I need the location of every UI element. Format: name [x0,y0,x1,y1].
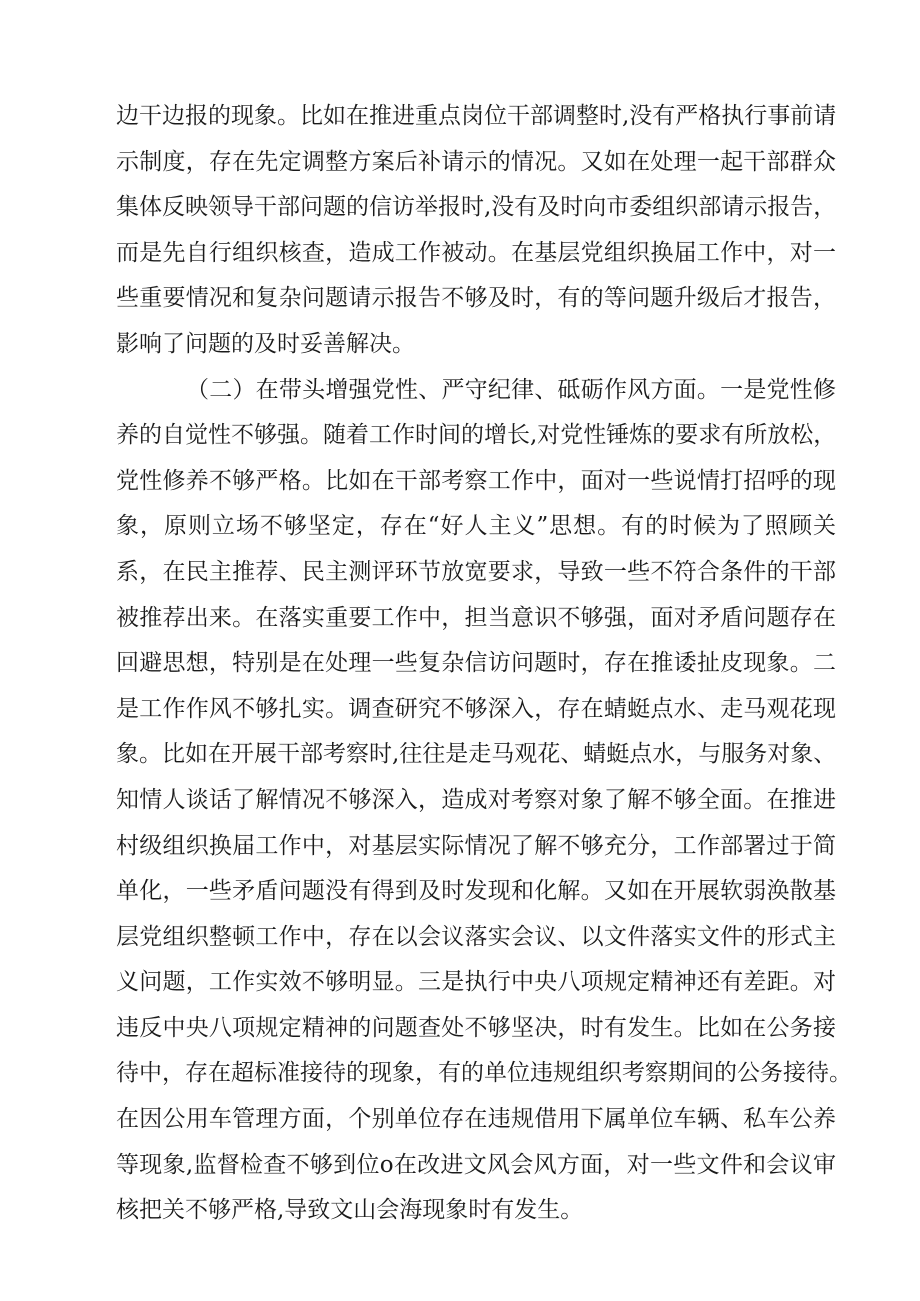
text-line: 党性修养不够严格。比如在干部考察工作中，面对一些说情打招呼的现 [116,467,836,494]
text-line: 示制度，存在先定调整方案后补请示的情况。又如在处理一起干部群众 [116,148,836,175]
text-line: 边干边报的现象。比如在推进重点岗位干部调整时,没有严格执行事前请 [116,103,837,129]
text-line: 核把关不够严格,导致文山会海现象时有发生。 [116,1197,584,1224]
text-line: 些重要情况和复杂问题请示报告不够及时，有的等问题升级后才报告， [116,285,836,312]
text-line: 等现象,监督检查不够到位o在改进文风会风方面，对一些文件和会议审 [116,1151,836,1178]
text-line: 被推荐出来。在落实重要工作中，担当意识不够强，面对矛盾问题存在 [116,604,836,631]
text-line: 在因公用车管理方面，个别单位存在违规借用下属单位车辆、私车公养 [116,1106,836,1133]
paragraph-party-discipline-style [116,368,852,1234]
text-line: 影响了问题的及时妥善解决。 [116,330,415,357]
section-heading-line: （二）在带头增强党性、严守纪律、砥砺作风方面。一是党性修 [186,376,836,403]
text-line: 而是先自行组织核查，造成工作被动。在基层党组织换届工作中，对一 [116,239,836,266]
text-line: 是工作作风不够扎实。调查研究不够深入，存在蜻蜓点水、走马观花现 [116,695,836,722]
text-line: 单化，一些矛盾问题没有得到及时发现和化解。又如在开展软弱涣散基 [116,878,836,905]
text-line: 集体反映领导干部问题的信访举报时,没有及时向市委组织部请示报告， [116,194,837,221]
document-body [116,94,852,1234]
text-line: 待中，存在超标准接待的现象，有的单位违规组织考察期间的公务接待。 [116,1060,852,1087]
text-line: 系，在民主推荐、民主测评环节放宽要求，导致一些不符合条件的干部 [116,558,836,585]
text-line: 象，原则立场不够坚定，存在“好人主义”思想。有的时候为了照顾关 [116,513,836,540]
text-line: 象。比如在开展干部考察时,往往是走马观花、蜻蜓点水，与服务对象、 [116,741,837,768]
text-line: 养的自觉性不够强。随着工作时间的增长,对党性锤炼的要求有所放松， [116,422,837,449]
text-line: 义问题，工作实效不够明显。三是执行中央八项规定精神还有差距。对 [116,969,836,996]
text-line: 村级组织换届工作中，对基层实际情况了解不够充分，工作部署过于简 [116,832,836,859]
text-line: 层党组织整顿工作中，存在以会议落实会议、以文件落实文件的形式主 [116,923,836,950]
paragraph-reporting-issues [116,94,836,368]
text-line: 回避思想，特别是在处理一些复杂信访问题时，存在推诿扯皮现象。二 [116,650,836,677]
text-line: 违反中央八项规定精神的问题查处不够坚决，时有发生。比如在公务接 [116,1014,836,1041]
text-line: 知情人谈话了解情况不够深入，造成对考察对象了解不够全面。在推进 [116,786,836,813]
